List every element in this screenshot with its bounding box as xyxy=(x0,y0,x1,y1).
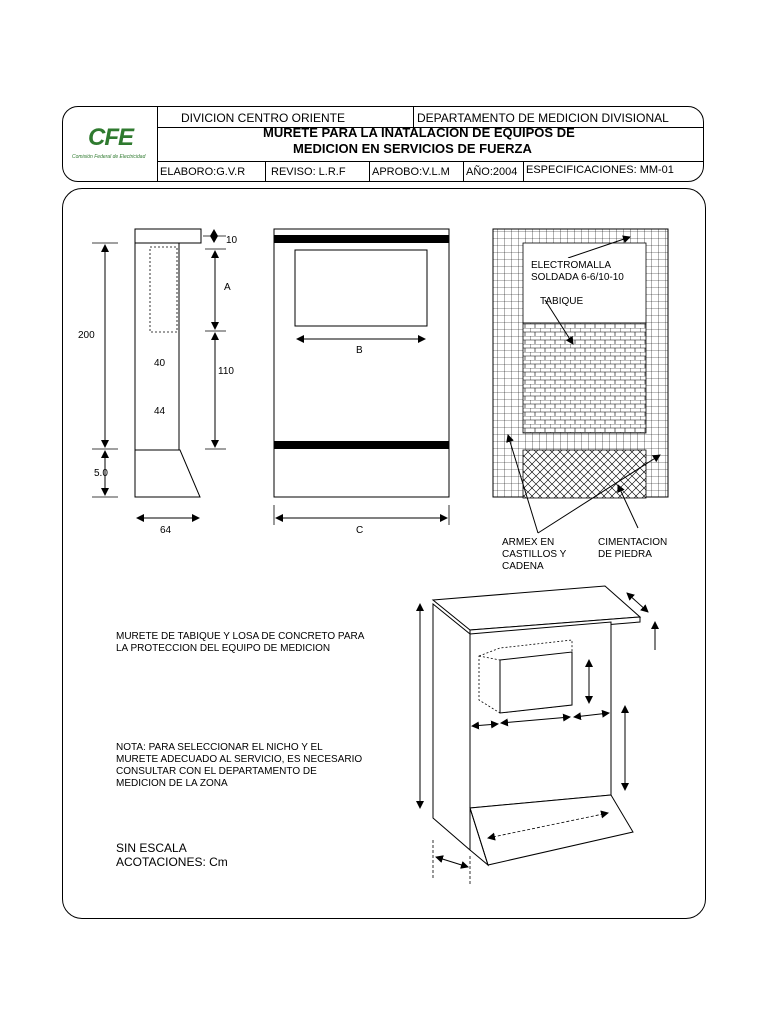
cfe-logo-subtitle: Comisión Federal de Electricidad xyxy=(72,154,146,160)
murete-note-line-2: LA PROTECCION DEL EQUIPO DE MEDICION xyxy=(116,643,331,654)
tabique-label: TABIQUE xyxy=(540,296,584,307)
iso-base xyxy=(470,795,633,865)
armex-label-3: CADENA xyxy=(502,561,544,572)
dim-44-label: 44 xyxy=(154,406,166,417)
dim-200-label: 200 xyxy=(78,330,95,341)
dim-40-label: 40 xyxy=(154,358,166,369)
armex-label-2: CASTILLOS Y xyxy=(502,549,567,560)
dim-c-label: C xyxy=(356,525,364,536)
title-line-2: MEDICION EN SERVICIOS DE FUERZA xyxy=(293,141,532,156)
front-view xyxy=(274,229,449,536)
cimentacion-label-1: CIMENTACION xyxy=(598,537,668,548)
iso-body-left-face xyxy=(433,604,470,850)
armex-label-1: ARMEX EN xyxy=(502,537,555,548)
dim-10-label: 10 xyxy=(226,235,238,246)
nota-line-4: MEDICION DE LA ZONA xyxy=(116,778,228,789)
dim-a-label: A xyxy=(224,282,231,293)
murete-note-line-1: MURETE DE TABIQUE Y LOSA DE CONCRETO PARA xyxy=(116,631,365,642)
iso-niche-box xyxy=(500,652,572,713)
side-view-wall xyxy=(135,243,179,450)
dim-50-label: 5.0 xyxy=(94,468,108,479)
electromalla-label-2: SOLDADA 6-6/10-10 xyxy=(531,272,624,283)
electromalla-label-1: ELECTROMALLA xyxy=(531,260,612,271)
dim-10-diamond xyxy=(210,229,218,243)
dim-64-label: 64 xyxy=(160,525,172,536)
side-view-niche xyxy=(150,247,177,332)
front-view-niche xyxy=(295,250,427,326)
front-view-bottom-band xyxy=(274,441,449,449)
cimentacion-stone xyxy=(523,450,646,498)
section-view xyxy=(493,229,668,572)
front-view-top-band xyxy=(274,235,449,243)
isometric-view xyxy=(420,586,655,886)
dim-b-label: B xyxy=(356,345,363,356)
title-line-1: MURETE PARA LA INATALACION DE EQUIPOS DE xyxy=(263,125,575,140)
front-view-outline xyxy=(274,229,449,497)
anio-field: AÑO:2004 xyxy=(466,166,518,178)
elaboro-field: ELABORO:G.V.R xyxy=(160,166,246,178)
department-label: DEPARTAMENTO DE MEDICION DIVISIONAL xyxy=(417,111,669,125)
side-view-base xyxy=(135,450,200,497)
aprobo-field: APROBO:V.L.M xyxy=(372,166,450,178)
cimentacion-label-2: DE PIEDRA xyxy=(598,549,652,560)
side-view xyxy=(78,229,238,536)
side-view-slab xyxy=(135,229,201,243)
acotaciones-label: ACOTACIONES: Cm xyxy=(116,855,228,869)
iso-dim-base-depth xyxy=(436,857,468,867)
dim-110-label: 110 xyxy=(218,366,234,377)
nota-line-1: NOTA: PARA SELECCIONAR EL NICHO Y EL xyxy=(116,742,323,753)
reviso-field: REVISO: L.R.F xyxy=(271,166,346,178)
especificaciones-field: ESPECIFICACIONES: MM-01 xyxy=(526,164,674,176)
cfe-logo-text: CFE xyxy=(88,124,133,151)
nota-line-3: CONSULTAR CON EL DEPARTAMENTO DE xyxy=(116,766,317,777)
division-label: DIVICION CENTRO ORIENTE xyxy=(181,111,346,125)
sin-escala-label: SIN ESCALA xyxy=(116,841,187,855)
nota-line-2: MURETE ADECUADO AL SERVICIO, ES NECESARIO xyxy=(116,754,363,765)
tabique-bricks xyxy=(523,323,646,433)
